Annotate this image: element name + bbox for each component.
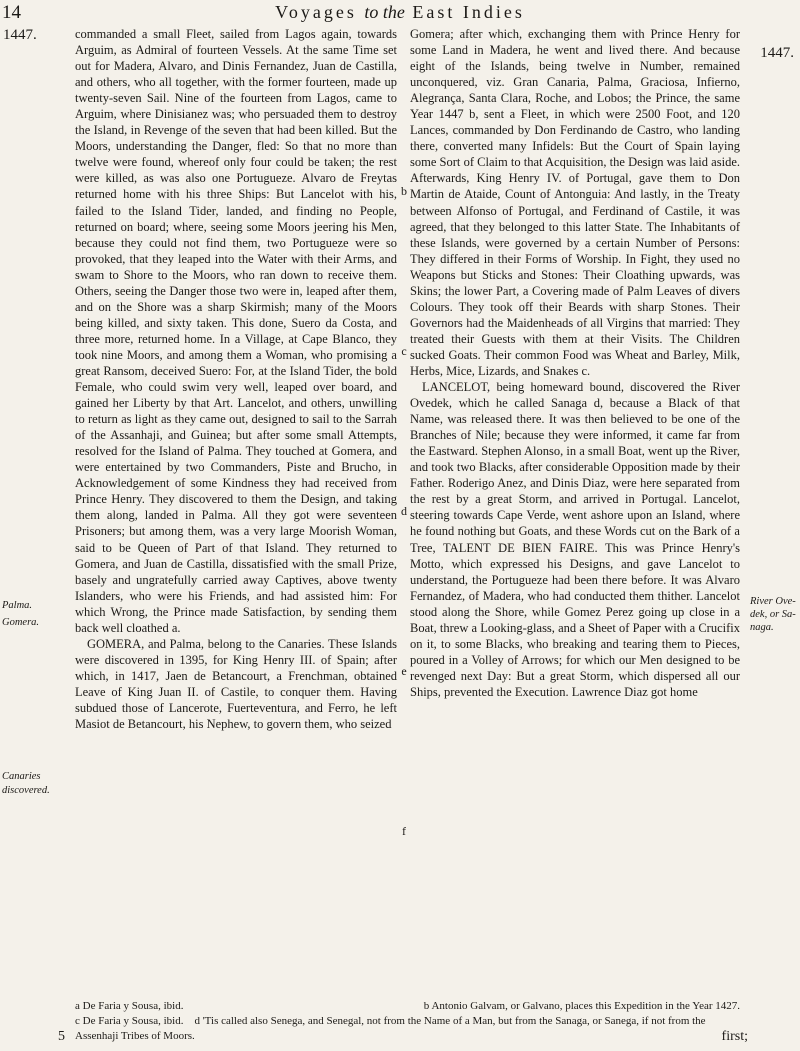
footnote-c: c De Faria y Sousa, ibid.: [75, 1015, 184, 1027]
left-paragraph-2: GOMERA, and Palma, belong to the Canaries. These Islands were discovered in 1395, for King Henry III. of Spain; after which, in 1417, Jaen de Betancourt, a Frenchman, obtained Leave of King Juan II. of Castile, to conquer them. Having subdued those of Lancerote, Fuerteventura, and Ferro, he left Masiot de Betancourt, his Nephew, to govern them, who seized: [75, 636, 397, 732]
signature-mark: 5: [58, 1029, 65, 1044]
footnote-b: b Antonio Galvam, or Galvano, places this Expedition in the Year 1427.: [423, 1000, 740, 1012]
right-paragraph-1: Gomera; after which, exchanging them with Prince Henry for some Land in Madera, he went and lived there. And because eight of the Islands, being twelve in Number, remained unconquered, viz. Gran Canaria, Palma, Graciosa, Infierno, Alegrança, Santa Clara, Roche, and Lobos; the Prince, the same Year 1447 b, sent a Fleet, in which were 2500 Foot, and 120 Lances, commanded by Don Ferdinando de Castro, who landing there, converted many Infidels: But the Court of Spain laying some Sort of Claim to that Acquisition, the Design was laid aside. Afterwards, King Henry IV. of Portugal, gave them to Don Martin de Ataide, Count of Antonguia: And lastly, in the Treaty between Alfonso of Portugal, and Ferdinand of Castile, it was agreed, that they belonged to this latter State. The Inhabitants of these Islands, were governed by a certain Number of Persons: They differed in their Forms of Worship. In Fight, they used no Weapons but Sticks and Stones: Their Cloathing upwards, was Skins; the lower Part, a Covering made of Palm Leaves of divers Colours. They took off their Beards with sharp Stones. Their Governors had the Maidenheads of all Virgins that married: They treated their Guests with them at their Visits. The Children sucked Goats. Their common Food was Wheat and Barley, Milk, Herbs, Mice, Lizards, and Snakes c.: [410, 27, 740, 378]
year-left: 1447.: [3, 27, 37, 43]
right-paragraph-2: LANCELOT, being homeward bound, discovered the River Ovedek, which he called Sanaga d, because a Black of that Name, was released there. It was then believed to be one of the Branches of Nile; because they were informed, it came far from the Eastward. Stephen Alonso, in a small Boat, went up the River, and took two Blacks, after considerable Opposition made by their Father. Roderigo Anez, and Dinis Diaz, were here separated from the rest by a great Storm, and arrived in Portugal. Lancelot, steering towards Cape Verde, went ashore upon an Island, where he found nothing but Goats, and these Words cut on the Bark of a Tree, TALENT DE BIEN FAIRE. This was Prince Henry's Motto, which expressed his Designs, and gave Lancelot to understand, the Portugueze had been there before. It was Alvaro Fernandez, of Madera, who had conducted them thither. Lancelot stood along the Shore, while Gomez Perez going up close in a Boat, threw a Looking-glass, and a Sheet of Paper with a Crucifix on it, to some Blacks, who breaking and tearing them to Pieces, poured in a Volley of Arrows; for which our Men designed to be revenged next Day: But a great Storm, which dispersed all our Ships, prevented the Execution. Lawrence Diaz got home: [410, 380, 740, 699]
right-column: [410, 26, 740, 700]
catchword: first;: [721, 1029, 748, 1044]
running-header: [0, 2, 800, 26]
footnotes: [75, 999, 740, 1044]
left-paragraph-1: commanded a small Fleet, sailed from Lagos again, towards Arguim, as Admiral of fourteen Vessels. At the same Time set out for Madera, Alvaro, and Dinis Fernandez, Juan de Castilla, and others, who all together, with the former fourteen, made up twenty-seven Sail. Nine of the fourteen from Lagos, came to Arguim, where Dinisianez was; who persuaded them to destroy the Island, in Revenge of the seven that had been killed. But the Moors, understanding the Danger, fled: So that no more than twelve were found, whereof only four could be taken; the rest were killed, as was also one Portugueze. Alvaro de Freytas returned home with his three Ships: But Lancelot with his, failed to the Island Tider, landed, and finding no People, returned on board; where, seeing some Moors jeering his Men, because they could not find them, two Portugueze were so provoked, that they leaped into the Water with their Arms, and swam to Shore to the Moors, who ran down to receive them. Others, seeing the Danger those two were in, leaped after them, and on the Shore was a sharp Skirmish; many of the Moors being killed, and sixty taken. This done, Suero da Costa, and three more, returned home. In a Village, at Cape Blanco, they took nine Moors, and among them a Woman, who promising a great Ransom, deceived Suero: For, at the Island Tider, the bold Female, who could swim very well, leaped over board, and gained her Liberty by that Art. Lancelot, and others, unwilling to return as light as they came out, designed to sail to the Sarrah of the Assanhaji, and Guinea; but after some small Attempts, resolved for the Island of Palma. They touched at Gomera, and were entertained by two Commanders, Piste and Brucho, in Acknowledgement of some Kindness they had received from Prince Henry. They discovered to them the Design, and taking them along, landed in Palma. All they got were seventeen Prisoners; but among them, was a very large Moorish Woman, said to be Queen of Part of that Island. They returned to Gomera, and Juan de Castilla, dissatisfied with the small Prize, basely and ungratefully carried away Captives, above twenty Islanders, who were his Friends, and had assisted him: For which Wrong, the Prince made Satisfaction, by sending them back well cloathed a.: [75, 27, 397, 635]
section-letter-c: c: [401, 344, 407, 358]
page-body: [0, 26, 800, 1001]
footnote-row-1: [75, 999, 740, 1014]
title-to-the: to the: [364, 2, 405, 22]
margin-note-dek-or-sa: dek, or Sa-: [750, 609, 796, 620]
section-letter-d: d: [401, 504, 407, 518]
margin-note-river-ove: River Ove-: [750, 596, 796, 607]
margin-note-canaries: Canaries: [2, 771, 41, 782]
page-number: 14: [2, 2, 21, 23]
section-letter-b: b: [401, 184, 407, 198]
section-letter-e: e: [401, 664, 407, 678]
margin-note-discovered: discovered.: [2, 785, 50, 796]
title-east-indies: East Indies: [412, 2, 525, 22]
footnote-d: d 'Tis called also Senega, and Senegal, not from the Name of a Man, but from the Sanaga, or Sanega, if not from the Assenhaji Tribes of Moors.: [75, 1015, 706, 1042]
footnote-a: a De Faria y Sousa, ibid.: [75, 1000, 184, 1012]
section-letter-f: f: [402, 824, 406, 838]
margin-note-naga: naga.: [750, 622, 774, 633]
title-voyages: Voyages: [275, 2, 357, 22]
year-right: 1447.: [760, 45, 794, 61]
margin-note-gomera: Gomera.: [2, 617, 40, 628]
margin-note-palma: Palma.: [2, 600, 33, 611]
footnote-row-2: [75, 1014, 740, 1044]
left-column: [75, 26, 397, 732]
running-title: [0, 2, 800, 23]
